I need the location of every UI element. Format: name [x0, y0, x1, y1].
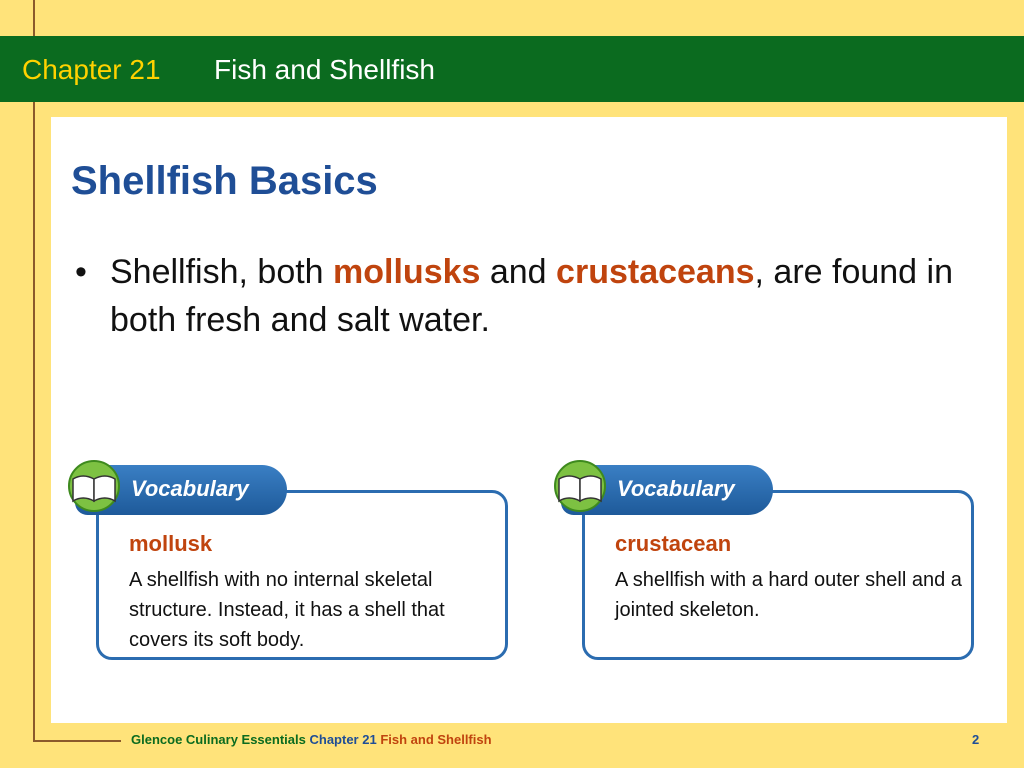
vocab-term: mollusk: [129, 531, 213, 556]
bullet-dot: •: [75, 253, 87, 291]
header-chapter: Chapter 21: [22, 54, 161, 85]
vocab-tab-label: Vocabulary: [131, 476, 249, 501]
footer-chapter: Chapter 21: [309, 732, 377, 747]
bullet-text: [110, 248, 970, 344]
bullet-part1: Shellfish, both: [110, 253, 334, 291]
bullet-term-crustaceans: crustaceans: [556, 253, 755, 291]
footer-book: Glencoe Culinary Essentials: [131, 732, 306, 747]
vocab-tab-label: Vocabulary: [617, 476, 735, 501]
left-decor-line: [33, 0, 35, 742]
book-icon: [65, 459, 123, 513]
header-title: Fish and Shellfish: [214, 54, 436, 85]
vocab-box-mollusk: [96, 490, 508, 660]
book-icon: [551, 459, 609, 513]
footer: [131, 732, 492, 747]
slide-panel: [51, 117, 1007, 723]
page-number: 2: [972, 732, 980, 747]
vocab-definition: A shellfish with a hard outer shell and a jointed skeleton.: [615, 569, 962, 621]
bottom-decor-line: [33, 740, 121, 742]
bullet-part3: , are found in both fresh and salt water.: [110, 253, 953, 339]
vocab-term: crustacean: [615, 531, 732, 556]
vocab-definition: A shellfish with no internal skeletal structure. Instead, it has a shell that covers its soft body.: [129, 569, 445, 651]
header-band: [0, 36, 1024, 102]
slide-title: Shellfish Basics: [71, 159, 378, 203]
bullet-term-mollusks: mollusks: [333, 253, 481, 291]
bullet-part2: and: [480, 253, 557, 291]
vocab-box-crustacean: [582, 490, 974, 660]
footer-title: Fish and Shellfish: [380, 732, 492, 747]
